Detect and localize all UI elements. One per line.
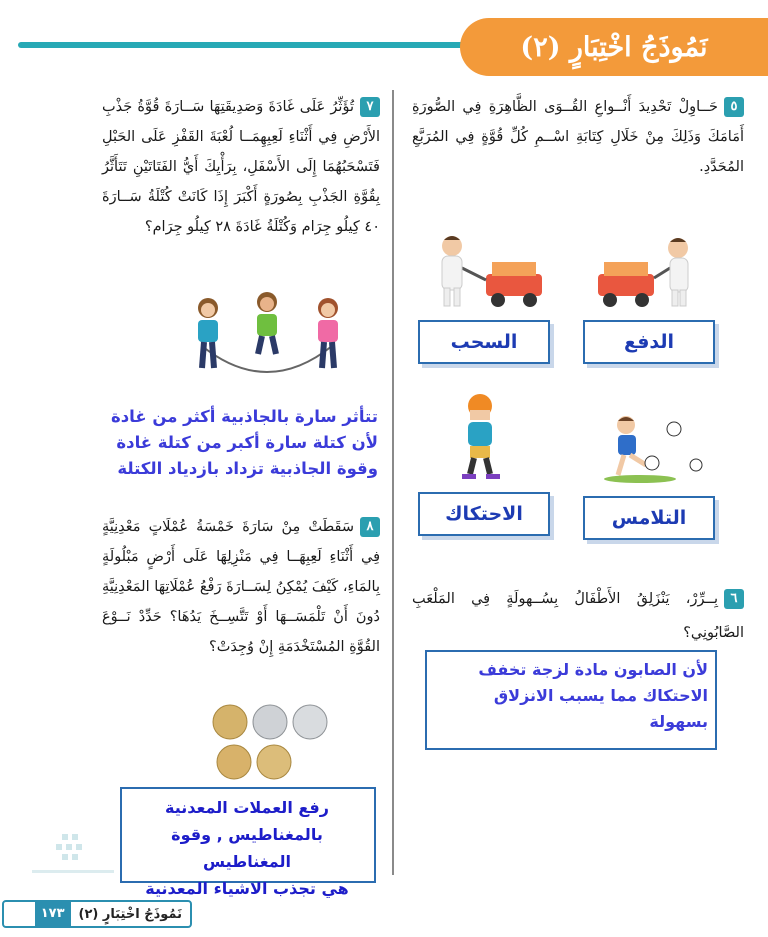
question-number-badge: ٥ <box>724 97 744 117</box>
question-number-badge: ٨ <box>360 517 380 537</box>
answer-box-pull[interactable] <box>418 320 550 364</box>
question-8-text: سَقَطَتْ مِنْ سَارَةَ خَمْسَةُ عُمْلَاتٍ مَعْدِنِيَّةٍ فِي أَثْنَاءِ لَعِبِهَــا فِي مَنْزِلِهَا عَلَى أَرْضٍ مَبْلُولَةٍ بِالمَاءِ، كَيْفَ يُمْكِنُ لِسَــارَةَ رَفْعُ عُمْلَاتِهَا المَعْدِنِيَّةِ دُونَ أَنْ تَلْمَسَــهَا أَوْ تَتَّسِــخَ يَدُهَا؟ حَدِّدْ نَــوْعَ القُوَّةِ المُسْتَخْدَمَةِ إِنْ وُجِدَتْ؟ <box>102 519 380 655</box>
question-6-text: بِــرِّرْ، يَنْزَلِقُ الأَطْفَالُ بِسُــهولَةٍ فِي المَلْعَبِ الصَّابُونِي؟ <box>412 591 744 641</box>
answer-box-friction[interactable] <box>418 492 550 536</box>
answer-q7 <box>108 404 378 482</box>
answer-label-friction: الاحتكاك <box>445 503 523 525</box>
question-5-text: حَــاوِلْ تَحْدِيدَ أَنْــواعِ القُــوَى الظَّاهِرَةِ فِي الصُّورَةِ أَمَامَكَ وَذَلِكَ مِنْ خَلَالِ كِتَابَةِ اسْــمِ كُلِّ قُوَّةٍ فِي المُرَبَّعِ المُحَدَّدِ. <box>412 99 744 175</box>
footer-title: نَمُوذَجُ اخْتِبَارٍ (٢) <box>78 906 182 922</box>
question-8 <box>102 512 380 662</box>
answer-q8-line-1: رفع العملات المعدنية <box>165 798 329 817</box>
pull-illustration <box>430 232 550 310</box>
answer-q8 <box>128 794 366 902</box>
answer-q8-line-3: هي تجذب الاشياء المعدنية <box>145 879 349 898</box>
answer-q7-line-1: تتأثر سارة بالجاذبية أكثر من غادة <box>110 407 378 426</box>
answer-label-pull: السحب <box>450 331 518 353</box>
page-footer <box>2 900 192 928</box>
header-rule <box>18 42 488 48</box>
roller-skater-illustration <box>440 390 520 482</box>
answer-q6 <box>438 657 708 735</box>
answer-q8-line-2: بالمغناطيس , وقوة المغناطيس <box>171 825 323 871</box>
column-divider <box>392 90 394 875</box>
page-title: نَمُوذَجُ اخْتِبَارٍ (٢) <box>520 31 708 63</box>
answer-q7-line-2: لأن كتلة سارة أكبر من كتلة غادة <box>116 433 378 452</box>
question-7 <box>102 92 380 242</box>
question-number-badge: ٦ <box>724 589 744 609</box>
answer-box-push[interactable] <box>583 320 715 364</box>
question-5 <box>412 92 744 182</box>
jump-rope-illustration <box>182 288 352 384</box>
answer-q6-line-2: الاحتكاك مما يسبب الانزلاق بسهولة <box>493 686 708 731</box>
question-6 <box>412 582 744 650</box>
answer-q7-line-3: وقوة الجاذبية تزداد بازدياد الكتلة <box>117 459 378 478</box>
coins-illustration <box>210 700 332 784</box>
page-title-tab <box>460 18 768 76</box>
answer-box-contact[interactable] <box>583 496 715 540</box>
question-7-text: تُؤَثِّرُ عَلَى غَادَةَ وَصَدِيقَتِهَا سَــارَةَ قُوَّةُ جَذْبِ الأَرْضِ فِي أَثْنَاءِ لَعِبِهِمَــا لُعْبَةَ القَفْزِ عَلَى الحَبْلِ فَتَسْحَبُهُمَا إِلَى الأَسْفَلِ، بِرَأْيِكَ أَيُّ الفَتَاتَيْنِ تَتَأَثَّرُ بِقُوَّةِ الجَذْبِ بِصُورَةٍ أَكْبَرَ إِذَا كَانَتْ كُتْلَةُ سَــارَةَ ٤٠ كِيلُو جِرَام وَكُتْلَةُ غَادَةَ ٢٨ كِيلُو جِرَام؟ <box>102 99 380 235</box>
push-illustration <box>590 232 700 310</box>
kick-ball-illustration <box>600 405 710 485</box>
answer-label-contact: التلامس <box>611 507 687 529</box>
ministry-logo-watermark <box>28 830 118 890</box>
page-number: ١٧٣ <box>35 902 71 926</box>
question-number-badge: ٧ <box>360 97 380 117</box>
answer-label-push: الدفع <box>623 331 675 353</box>
answer-q6-line-1: لأن الصابون مادة لزجة تخفف <box>478 660 708 679</box>
